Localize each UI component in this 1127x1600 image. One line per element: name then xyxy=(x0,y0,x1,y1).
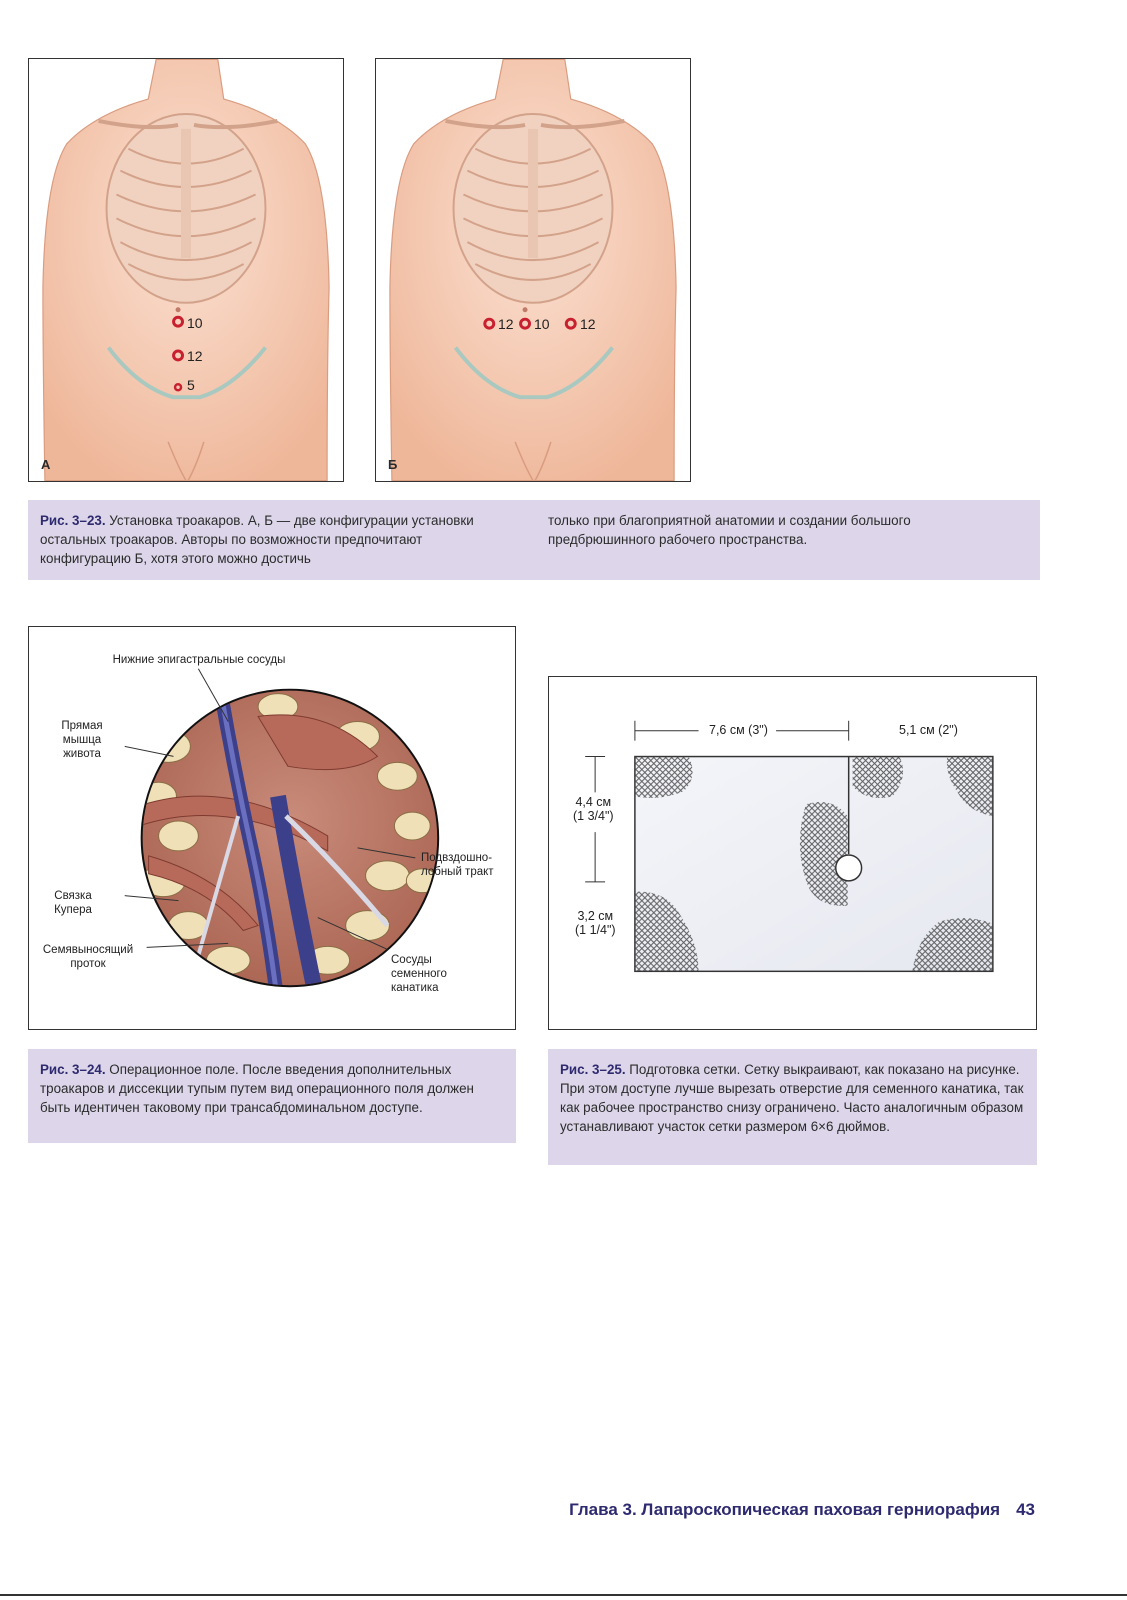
dim-label-5-1cm: 5,1 см (2") xyxy=(899,723,958,737)
label-line: семенного xyxy=(391,968,447,980)
label-iliopubic-tract xyxy=(421,851,511,879)
label-line: лобный тракт xyxy=(421,866,494,878)
label-line: Прямая xyxy=(61,720,103,732)
port-label-12-left: 12 xyxy=(498,316,514,332)
port-label-12: 12 xyxy=(187,348,203,364)
figure-label: Рис. 3–23. xyxy=(40,513,106,528)
label-line: проток xyxy=(70,958,106,970)
caption-column-1 xyxy=(40,511,492,568)
label-line: Сосуды xyxy=(391,954,432,966)
figure-3-23-caption xyxy=(28,500,1040,580)
label-line: Семявыносящий xyxy=(42,944,134,956)
dim-label-4-4cm xyxy=(573,795,614,823)
label-line: Связка xyxy=(54,890,92,902)
dim-line: 3,2 см xyxy=(577,909,614,923)
dim-label-3-2cm xyxy=(575,909,616,937)
mesh-diagram xyxy=(549,677,1036,1029)
figure-3-24-panel xyxy=(28,626,516,1030)
figure-3-25-panel xyxy=(548,676,1037,1030)
dim-line: (1 3/4") xyxy=(573,809,614,823)
caption-column-2 xyxy=(548,511,1018,549)
figure-3-25-caption xyxy=(548,1049,1037,1165)
panel-letter-a: А xyxy=(41,457,51,472)
figure-label: Рис. 3–25. xyxy=(560,1062,626,1077)
label-vas-deferens xyxy=(33,943,143,971)
panel-letter-b: Б xyxy=(388,457,398,472)
dim-line: 4,4 см xyxy=(575,795,612,809)
figure-3-23-panel-a xyxy=(28,58,344,482)
caption-text: Операционное поле. После введения дополнительных троакаров и диссекции тупым путем вид операционного поля должен быть идентичен таковому при трансабдоминальном доступе. xyxy=(40,1062,474,1115)
caption-text: Подготовка сетки. Сетку выкраивают, как показано на рисунке. При этом доступе лучше вырезать отверстие для семенного канатика, так как рабочее пространство снизу ограничено. Часто аналогичным образом устанавливают участок сетки размером 6×6 дюймов. xyxy=(560,1062,1024,1134)
port-label-10: 10 xyxy=(187,315,203,331)
label-cord-vessels xyxy=(391,953,471,995)
torso-illustration-a xyxy=(29,59,343,481)
figure-label: Рис. 3–24. xyxy=(40,1062,106,1077)
label-line: канатика xyxy=(391,982,439,994)
label-line: мышца xyxy=(62,734,102,746)
label-line: Купера xyxy=(54,904,92,916)
dim-label-7-6cm: 7,6 см (3") xyxy=(709,723,768,737)
figure-3-24-caption xyxy=(28,1049,516,1143)
running-footer xyxy=(569,1500,1035,1520)
label-epigastric-vessels: Нижние эпигастральные сосуды xyxy=(112,654,286,666)
port-label-10-center: 10 xyxy=(534,316,550,332)
chapter-title: Глава 3. Лапароскопическая паховая герниорафия xyxy=(569,1500,1001,1519)
figure-3-23-panel-b xyxy=(375,58,691,482)
caption-text-continued: только при благоприятной анатомии и создании большого предбрюшинного рабочего пространства. xyxy=(548,513,911,547)
label-cooper-ligament xyxy=(43,889,103,917)
port-label-5: 5 xyxy=(187,377,195,393)
page-number: 43 xyxy=(1016,1500,1035,1519)
dim-line: (1 1/4") xyxy=(575,923,616,937)
label-line: Подвздошно- xyxy=(421,852,493,864)
label-rectus-muscle xyxy=(39,719,125,761)
label-line: живота xyxy=(63,748,101,760)
caption-text: Установка троакаров. А, Б — две конфигурации установки остальных троакаров. Авторы по возможности предпочитают конфигурацию Б, хотя этого можно достичь xyxy=(40,513,474,566)
page-bottom-rule xyxy=(0,1594,1127,1596)
cord-hole xyxy=(836,855,862,881)
port-label-12-right: 12 xyxy=(580,316,596,332)
torso-illustration-b xyxy=(376,59,690,481)
